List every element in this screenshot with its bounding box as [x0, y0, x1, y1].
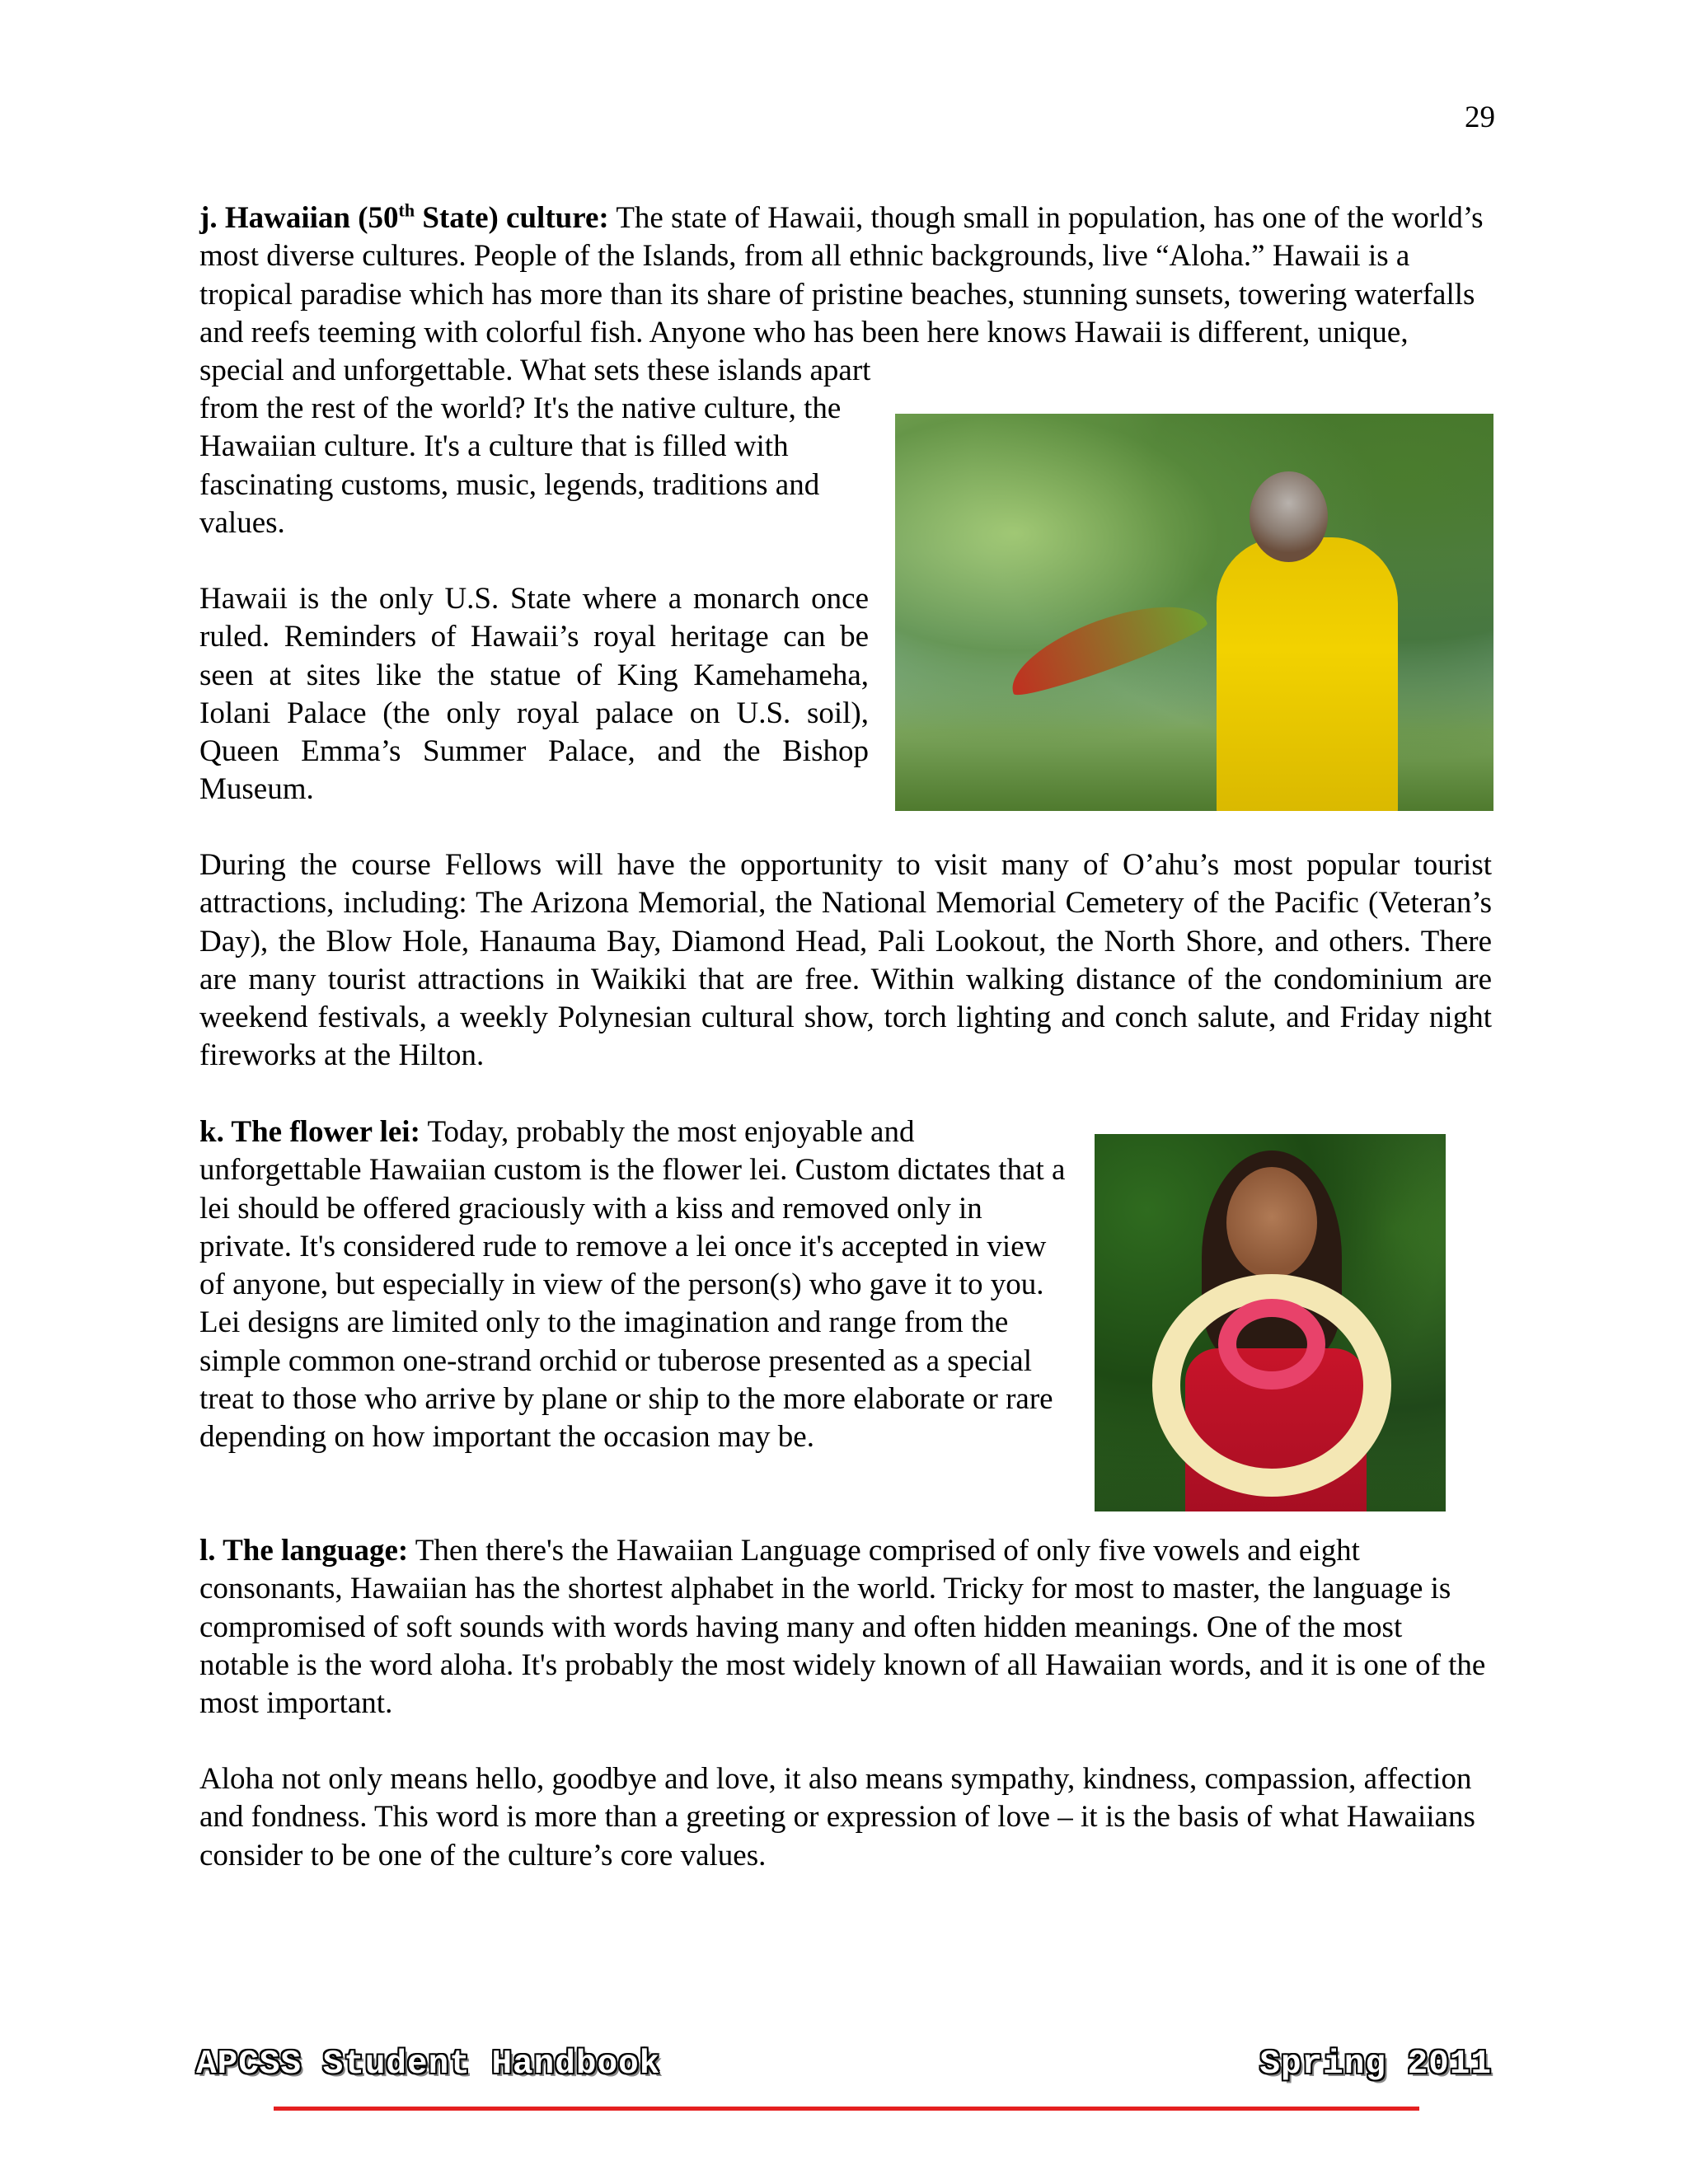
section-j-intro-text: The state of Hawaii, though small in population, has one of the world’s most diverse cultures. People of the Islands, from all ethnic backgrounds, live “Aloha.” Hawaii is a tropical paradise which has more than its share of pristine beaches, stunning sunsets, towering waterfalls and reefs teeming with colorful fish. Anyone who has been here knows Hawaii is different, unique, special and unforgettable. What sets these islands apart: [199, 201, 1484, 388]
section-l-paragraph: [199, 1532, 1492, 1722]
section-j-monarch-paragraph: Hawaii is the only U.S. State where a monarch once ruled. Reminders of Hawaii’s royal heritage can be seen at sites like the statue of King Kamehameha, Iolani Palace (the only royal palace on U.S. soil), Queen Emma’s Summer Palace, and the Bishop Museum.: [199, 582, 869, 807]
section-j-course-paragraph: During the course Fellows will have the opportunity to visit many of O’ahu’s most popular tourist attractions, including: The Arizona Memorial, the National Memorial Cemetery of the Pacific (Veteran’s Day), the Blow Hole, Hanauma Bay, Diamond Head, Pali Lookout, the North Shore, and others. There are many tourist attractions in Waikiki that are free. Within walking distance of the condominium are weekend festivals, a weekly Polynesian cultural show, torch lighting and conch salute, and Friday night fireworks at the Hilton.: [199, 848, 1492, 1073]
footer-handbook-title: APCSS Student Handbook: [196, 2046, 661, 2083]
section-l-aloha-paragraph: Aloha not only means hello, goodbye and love, it also means sympathy, kindness, compassion, affection and fondness. This word is more than a greeting or expression of love – it is the basis of what Hawaiians consider to be one of the culture’s core values.: [199, 1762, 1475, 1872]
pink-lei-shape: [1218, 1299, 1325, 1390]
flower-lei-photo: [1095, 1134, 1446, 1511]
section-j-heading-suffix: State) culture:: [415, 201, 609, 235]
yellow-robe-shape: [1217, 537, 1398, 811]
section-k-text: Today, probably the most enjoyable and unforgettable Hawaiian custom is the flower lei. Custom dictates that a lei should be offered graciously with a kiss and removed only in private. It's considered rude to remove a lei once it's accepted in view of anyone, but especially in view of the person(s) who gave it to you. Lei designs are limited only to the imagination and range from the simple common one-strand orchid or tuberose presented as a special treat to those who arrive by plane or ship to the more elaborate or rare depending on how important the occasion may be.: [199, 1115, 1066, 1455]
section-k-paragraph: [199, 1113, 1073, 1457]
ti-leaf-shape: [1000, 586, 1210, 703]
page-number: 29: [1465, 101, 1495, 134]
face-shape: [1226, 1167, 1317, 1278]
hawaiian-chanter-photo: [895, 414, 1493, 811]
footer-term: Spring 2011: [1259, 2046, 1492, 2083]
section-j-intro-paragraph: [199, 199, 1492, 390]
section-j-continuation-paragraph: from the rest of the world? It's the native culture, the Hawaiian culture. It's a culture that is filled with fascinating customs, music, legends, traditions and values.: [199, 391, 842, 540]
section-k-heading: k. The flower lei:: [199, 1115, 420, 1149]
section-j-heading-prefix: j. Hawaiian (50: [199, 201, 399, 235]
section-j-heading: [199, 201, 609, 235]
head-shape: [1250, 471, 1328, 562]
footer-rule: [274, 2107, 1419, 2111]
section-j-heading-superscript: th: [398, 199, 415, 221]
section-l-text: Then there's the Hawaiian Language comprised of only five vowels and eight consonants, Hawaiian has the shortest alphabet in the world. Tricky for most to master, the language is compromised of soft sounds with words having many and often hidden meanings. One of the most notable is the word aloha. It's probably the most widely known of all Hawaiian words, and it is one of the most important.: [199, 1534, 1486, 1721]
section-l-heading: l. The language:: [199, 1534, 409, 1568]
